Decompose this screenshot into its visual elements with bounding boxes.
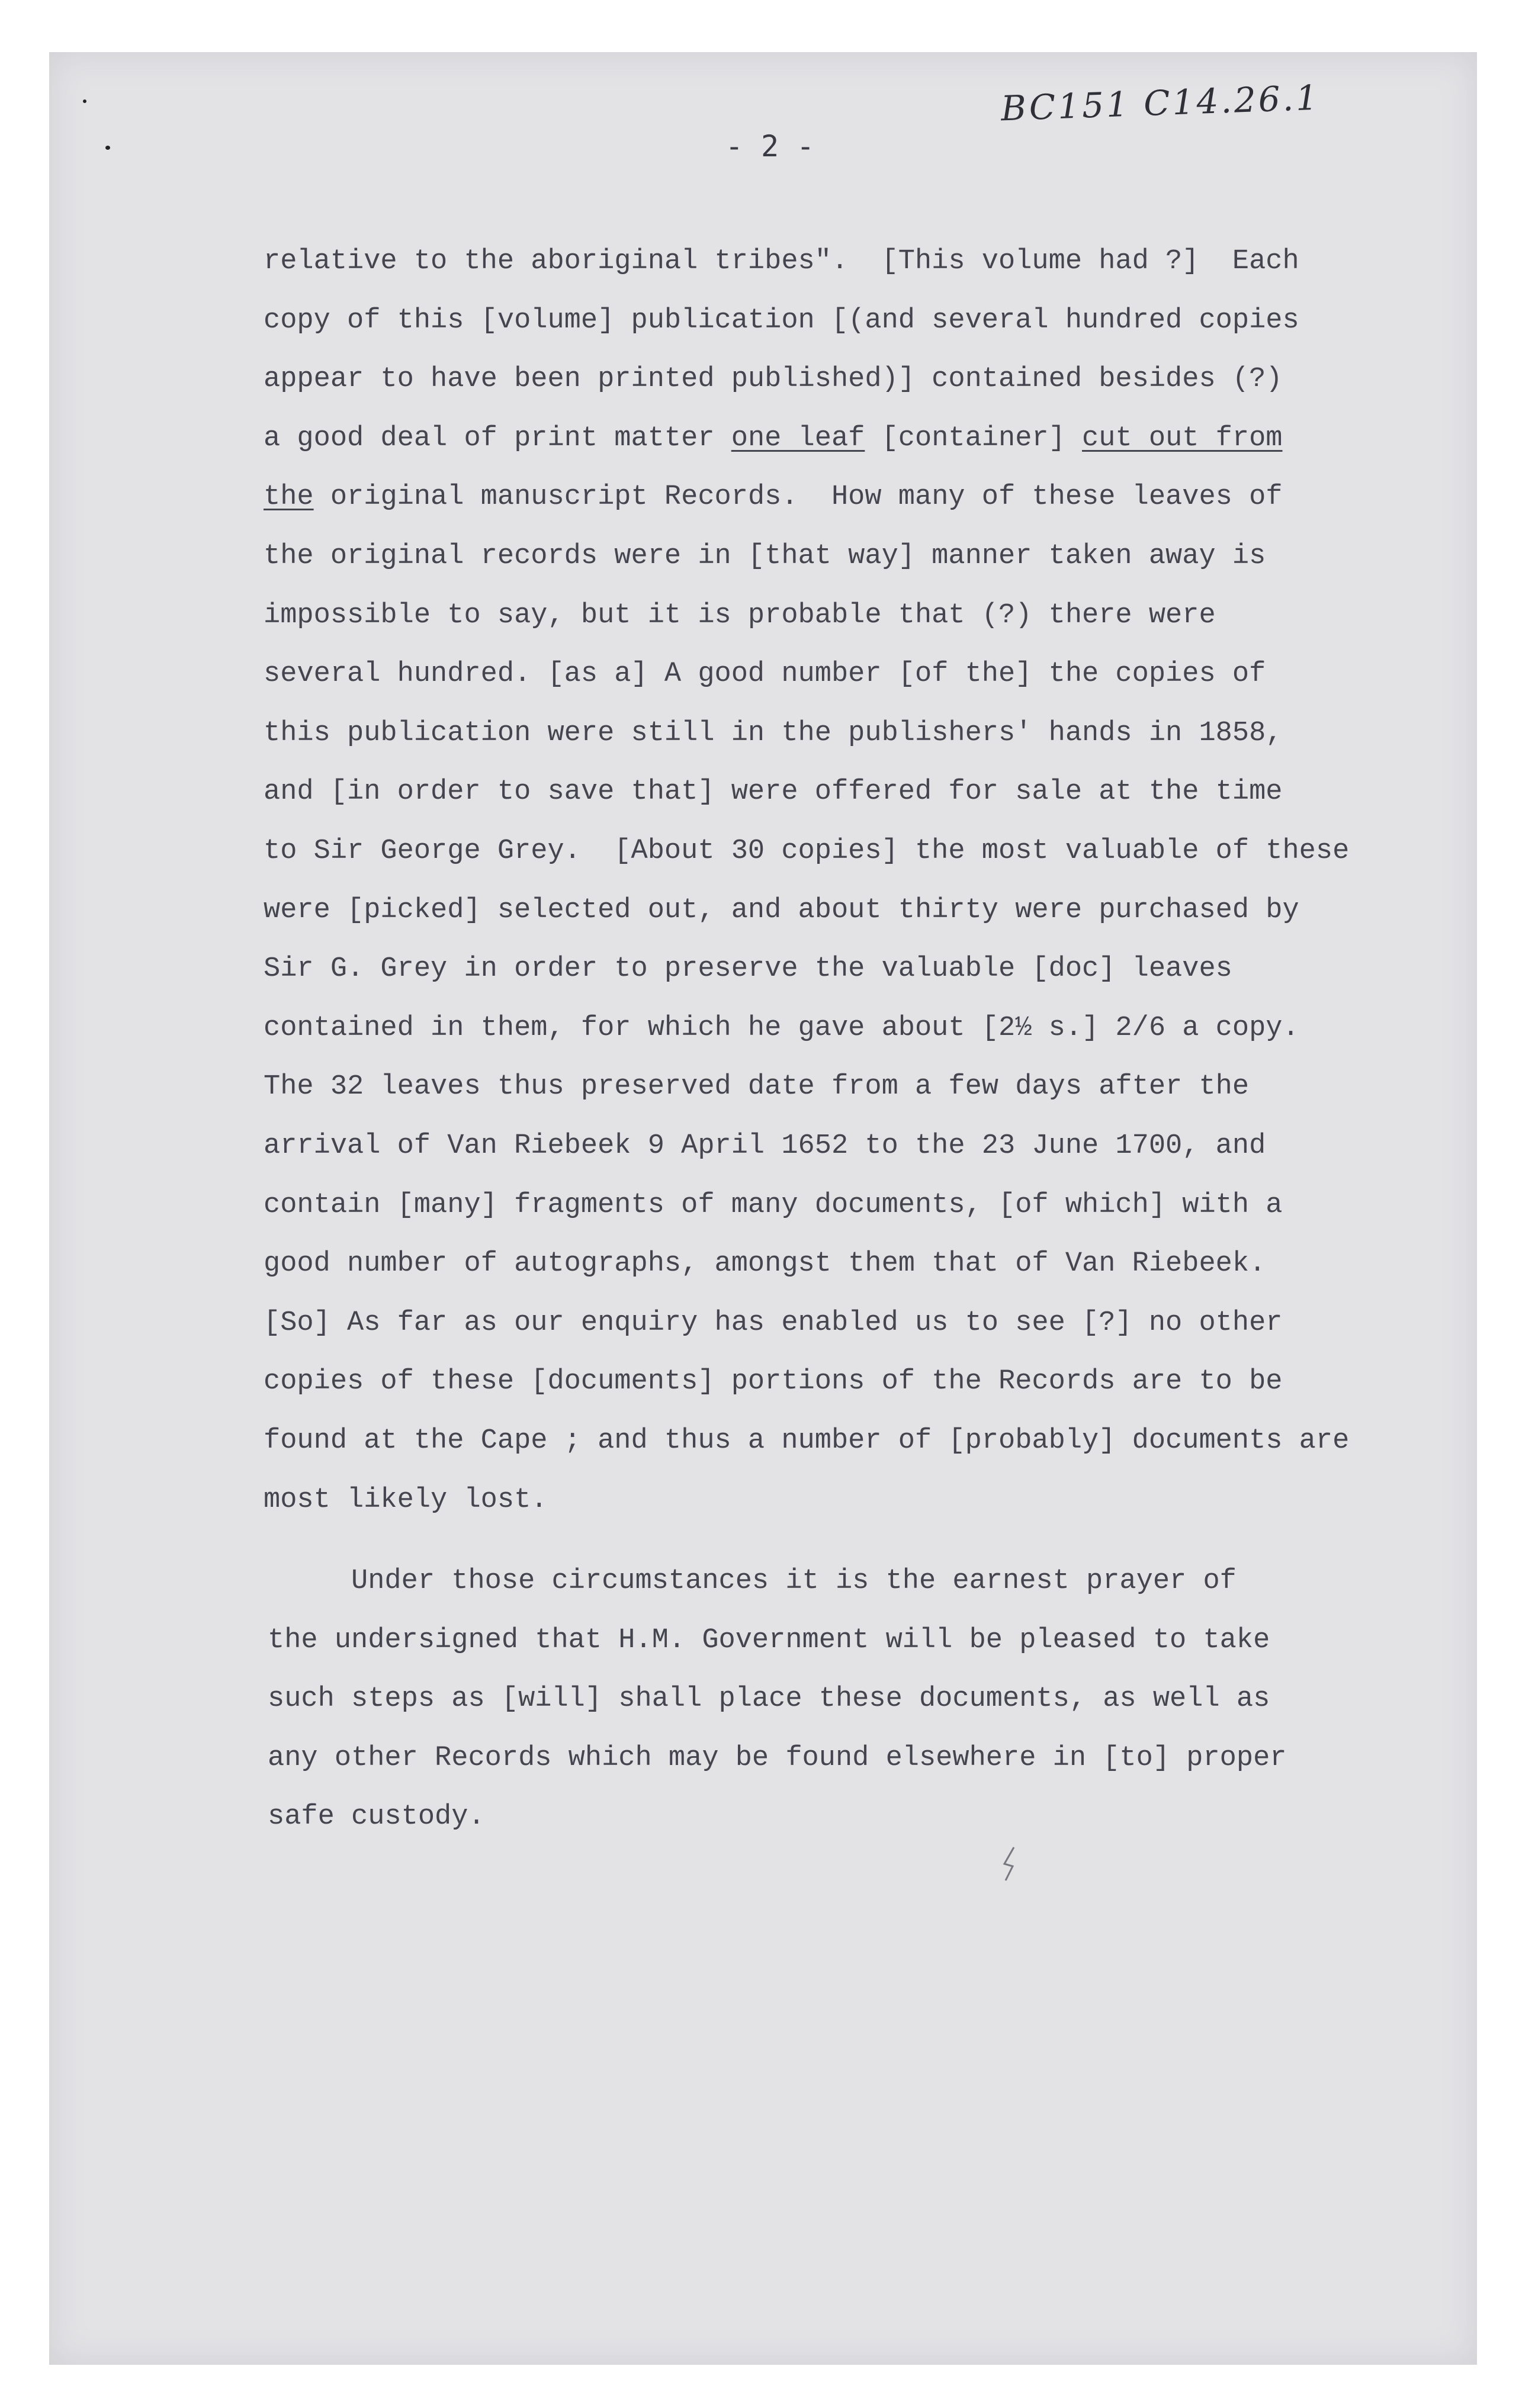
typed-line [264,837,1349,865]
line-text: and [in order to save that] were offered for sale at the time [264,776,1283,808]
line-text: several hundred. [as a] A good number [of the] the copies of [264,658,1266,690]
line-text: The 32 leaves thus preserved date from a few days after the [264,1071,1250,1103]
line-text: most likely lost. [264,1484,548,1516]
page-number: - 2 - [725,129,815,163]
line-text: contained in them, for which he gave about [2½ s.] 2/6 a copy. [264,1012,1299,1044]
line-text: Sir G. Grey in order to preserve the valuable [doc] leaves [264,953,1232,985]
typed-line [264,1486,547,1514]
typed-line [264,778,1282,806]
line-text: the original records were in [that way] manner taken away is [264,541,1266,572]
line-text: to Sir George Grey. [About 30 copies] the most valuable of these [264,835,1350,867]
line-text: such steps as [will] shall place these documents, as well as [268,1683,1270,1715]
line-text: Under those circumstances it is the earnest prayer of [268,1565,1237,1597]
typed-line [268,1744,1286,1772]
typed-line [264,1132,1266,1160]
typed-line [264,247,1299,275]
line-text: appear to have been printed published)] contained besides (?) [264,364,1283,396]
line-text: impossible to say, but it is probable that (?) there were [264,599,1216,631]
typed-line [264,1014,1299,1042]
line-text: original manuscript Records. How many of these leaves of [313,481,1283,513]
typed-line [268,1685,1270,1713]
typed-line [264,1250,1266,1278]
line-text: copy of this [volume] publication [(and several hundred copies [264,304,1299,336]
typed-line [264,542,1266,570]
underlined-text: one leaf [731,422,865,454]
underlined-text: the [264,481,314,513]
line-text: [So] As far as our enquiry has enabled us to see [?] no other [264,1307,1283,1339]
typed-line [268,1567,1237,1595]
typed-line [264,1191,1282,1219]
stray-ink-dot [105,146,110,150]
stray-ink-dot [83,99,86,103]
typed-line [268,1803,485,1831]
typed-line [264,719,1282,747]
line-text: this publication were still in the publishers' hands in 1858, [264,717,1283,749]
typed-line [268,1626,1270,1654]
typed-line [264,599,1216,631]
typed-line [264,955,1232,983]
line-text: good number of autographs, amongst them that of Van Riebeek. [264,1248,1266,1280]
line-text: [container] [865,422,1083,454]
typed-line [264,1309,1282,1337]
typed-line [264,896,1299,924]
line-text: found at the Cape ; and thus a number of [probably] documents are [264,1425,1350,1457]
line-text: arrival of Van Riebeek 9 April 1652 to the 23 June 1700, and [264,1130,1266,1162]
typed-line [264,1427,1349,1455]
pencil-tick-mark [1001,1846,1017,1882]
line-text: contain [many] fragments of many documents, [of which] with a [264,1189,1283,1221]
archive-reference: BC151 C14.26.1 [1000,77,1321,129]
line-text: relative to the aboriginal tribes". [This volume had ?] Each [264,246,1299,277]
typed-line [264,364,1283,396]
line-text: a good deal of print matter [264,422,731,454]
typed-line [264,1073,1249,1101]
line-text: the undersigned that H.M. Government will be pleased to take [268,1624,1270,1656]
typed-line [264,422,1283,454]
line-text: any other Records which may be found elsewhere in [to] proper [268,1742,1287,1774]
typed-line [264,483,1283,511]
line-text: copies of these [documents] portions of the Records are to be [264,1366,1283,1398]
underlined-text: cut out from [1082,422,1283,454]
typed-line [264,660,1266,688]
typed-line [264,304,1299,336]
line-text: were [picked] selected out, and about thirty were purchased by [264,894,1299,926]
line-text: safe custody. [268,1801,485,1833]
typed-line [264,1368,1282,1396]
